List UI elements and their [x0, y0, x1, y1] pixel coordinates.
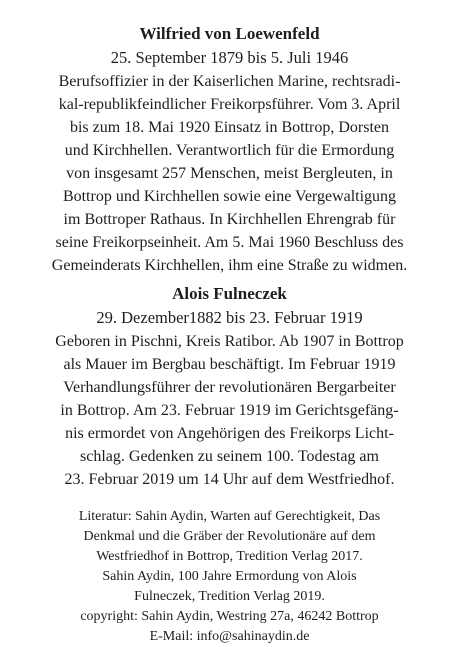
entry-loewenfeld — [22, 22, 437, 277]
entry-text-line: und Kirchhellen. Verantwortlich für die Ermordung — [64, 142, 395, 159]
entry-dates: 29. Dezember1882 bis 23. Februar 1919 — [96, 308, 363, 327]
entry-text-line: seine Freikorpseinheit. Am 5. Mai 1960 Beschluss des — [55, 234, 404, 251]
source-line: Fulneczek, Tredition Verlag 2019. — [134, 589, 325, 604]
entry-text-line: Verhandlungsführer der revolutionären Bergarbeiter — [63, 379, 396, 396]
email-line: E-Mail: info@sahinaydin.de — [149, 629, 310, 644]
entry-fulneczek — [22, 282, 437, 491]
entry-name: Alois Fulneczek — [172, 284, 287, 303]
source-line: Literatur: Sahin Aydin, Warten auf Gerechtigkeit, Das — [78, 509, 381, 524]
entry-text-line: Bottrop und Kirchhellen sowie eine Vergewaltigung — [62, 188, 397, 205]
entry-text-line: 23. Februar 2019 um 14 Uhr auf dem Westfriedhof. — [64, 471, 395, 488]
entry-text-line: von insgesamt 257 Menschen, meist Bergleuten, in — [66, 165, 393, 182]
entry-text-line: in Bottrop. Am 23. Februar 1919 im Gerichtsgefäng- — [60, 402, 399, 419]
entry-text-line: schlag. Gedenken zu seinem 100. Todestag am — [80, 448, 379, 465]
entry-text-line: kal-republikfeindlicher Freikorpsführer. Vom 3. April — [58, 96, 401, 113]
entry-text-line: im Bottroper Rathaus. In Kirchhellen Ehrengrab für — [63, 211, 396, 228]
entry-dates: 25. September 1879 bis 5. Juli 1946 — [110, 48, 349, 67]
source-line: Westfriedhof in Bottrop, Tredition Verlag 2017. — [96, 549, 363, 564]
entry-text-line: nis ermordet von Angehörigen des Freikorps Licht- — [65, 425, 394, 442]
sources-block — [22, 507, 437, 647]
entry-text-line: Berufsoffizier in der Kaiserlichen Marine, rechtsradi- — [58, 73, 401, 90]
entry-text-line: als Mauer im Bergbau beschäftigt. Im Februar 1919 — [63, 356, 396, 373]
entry-text-line: bis zum 18. Mai 1920 Einsatz in Bottrop, Dorsten — [69, 119, 390, 136]
entry-text-line: Geboren in Pischni, Kreis Ratibor. Ab 1907 in Bottrop — [55, 333, 404, 350]
source-line: Denkmal und die Gräber der Revolutionäre auf dem — [83, 529, 376, 544]
entry-text-line: Gemeinderats Kirchhellen, ihm eine Straße zu widmen. — [51, 257, 408, 274]
source-line: Sahin Aydin, 100 Jahre Ermordung von Alois — [102, 569, 357, 584]
copyright-line: copyright: Sahin Aydin, Westring 27a, 46242 Bottrop — [80, 609, 379, 624]
entry-name: Wilfried von Loewenfeld — [139, 24, 320, 43]
